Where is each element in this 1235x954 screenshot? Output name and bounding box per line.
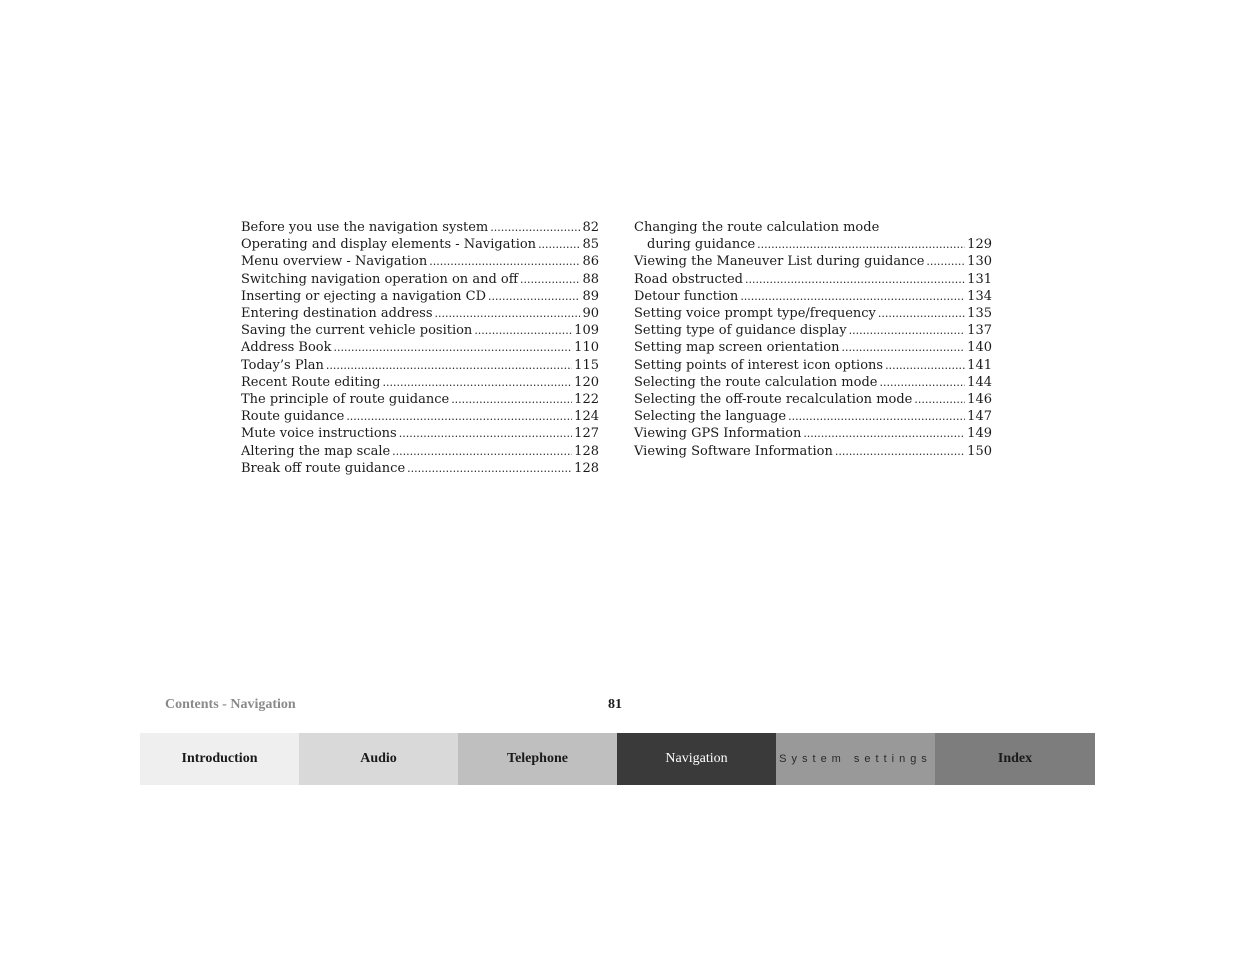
- toc-entry[interactable]: [634, 357, 992, 374]
- toc-entry-page: 130: [967, 254, 992, 270]
- toc-leader: [474, 322, 572, 339]
- footer-page-number: 81: [608, 697, 622, 712]
- toc-leader: [740, 288, 965, 305]
- tab-telephone[interactable]: Telephone: [458, 733, 617, 785]
- toc-entry-page: 147: [967, 409, 992, 425]
- toc-entry[interactable]: [241, 357, 599, 374]
- toc-leader: [879, 374, 965, 391]
- toc-entry[interactable]: [634, 443, 992, 460]
- toc-leader: [926, 253, 965, 270]
- toc-leader: [451, 391, 572, 408]
- toc-entry[interactable]: [634, 322, 992, 339]
- tab-introduction[interactable]: Introduction: [140, 733, 299, 785]
- toc-entry[interactable]: [241, 305, 599, 322]
- toc-entry-title: Mute voice instructions: [241, 426, 397, 442]
- toc-leader: [914, 391, 965, 408]
- toc-entry-title: Break off route guidance: [241, 460, 406, 476]
- toc-entry-title: Altering the map scale: [241, 443, 391, 459]
- toc-entry-title: Before you use the navigation system: [241, 220, 489, 235]
- toc-entry[interactable]: [241, 322, 599, 339]
- toc-entry-title: The principle of route guidance: [241, 392, 450, 408]
- toc-entry-page: 110: [574, 340, 599, 356]
- toc-entry[interactable]: [634, 339, 992, 356]
- toc-entry-page: 134: [967, 288, 992, 304]
- toc-entry-title: Setting points of interest icon options: [634, 357, 884, 373]
- toc-entry-title: Viewing Software Information: [634, 443, 833, 459]
- toc-entry[interactable]: [634, 288, 992, 305]
- tab-system-settings[interactable]: System settings: [776, 733, 935, 785]
- toc-entry-title: Selecting the route calculation mode: [634, 374, 878, 390]
- toc-leader: [490, 219, 580, 236]
- toc-entry-page: 131: [967, 271, 992, 287]
- toc-leader: [435, 305, 581, 322]
- toc-leader: [399, 425, 572, 442]
- toc-entry-page: 90: [582, 306, 599, 322]
- tab-index[interactable]: Index: [935, 733, 1095, 785]
- toc-entry-page: 149: [967, 426, 992, 442]
- toc-entry-page: 146: [967, 392, 992, 408]
- toc-leader: [382, 374, 572, 391]
- toc-leader: [788, 408, 965, 425]
- toc-leader: [334, 339, 573, 356]
- toc-entry-page: 140: [967, 340, 992, 356]
- toc-entry-page: 109: [574, 323, 599, 339]
- toc-entry-title: Setting map screen orientation: [634, 340, 840, 356]
- toc-entry[interactable]: [241, 271, 599, 288]
- toc-entry[interactable]: [241, 425, 599, 442]
- toc-entry-title: Address Book: [241, 340, 332, 356]
- toc-entry[interactable]: [241, 391, 599, 408]
- toc-entry-title: Route guidance: [241, 409, 345, 425]
- toc-leader: [346, 408, 572, 425]
- toc-entry[interactable]: [634, 374, 992, 391]
- toc-entry-title: during guidance: [647, 237, 756, 253]
- toc-leader: [429, 253, 580, 270]
- toc-entry-title: Today’s Plan: [241, 357, 324, 373]
- toc-leader: [835, 443, 965, 460]
- chapter-tab-bar: [140, 733, 1095, 785]
- toc-entry-page: 89: [582, 288, 599, 304]
- toc-leader: [849, 322, 966, 339]
- toc-leader: [488, 288, 580, 305]
- toc-entry-page: 135: [967, 306, 992, 322]
- toc-entry-title: Selecting the off-route recalculation mode: [634, 392, 913, 408]
- toc-entry-page: 120: [574, 374, 599, 390]
- toc-entry-page: 150: [967, 443, 992, 459]
- toc-leader: [803, 425, 965, 442]
- footer-section-title: Contents - Navigation: [165, 697, 296, 712]
- toc-entry[interactable]: [241, 374, 599, 391]
- toc-entry-page: 115: [574, 357, 599, 373]
- toc-leader: [520, 271, 580, 288]
- toc-right-column: [634, 219, 992, 460]
- toc-entry-page: 141: [967, 357, 992, 373]
- toc-entry[interactable]: [241, 253, 599, 270]
- toc-entry-page: 128: [574, 460, 599, 476]
- toc-left-column: [241, 219, 599, 477]
- toc-entry-page: 88: [582, 271, 599, 287]
- toc-leader: [392, 443, 572, 460]
- toc-entry[interactable]: [241, 460, 599, 477]
- toc-entry[interactable]: [634, 425, 992, 442]
- toc-entry-page: 85: [582, 237, 599, 253]
- toc-leader: [538, 236, 580, 253]
- toc-leader: [326, 357, 572, 374]
- toc-entry-page: 124: [574, 409, 599, 425]
- toc-entry[interactable]: [634, 236, 992, 253]
- toc-entry-heading[interactable]: Changing the route calculation mode: [634, 220, 880, 235]
- toc-entry-title: Viewing the Maneuver List during guidance: [634, 254, 925, 270]
- toc-entry[interactable]: [241, 408, 599, 425]
- toc-entry-title: Recent Route editing: [241, 374, 381, 390]
- tab-navigation[interactable]: Navigation: [617, 733, 776, 785]
- toc-entry[interactable]: [241, 288, 599, 305]
- toc-entry-title: Detour function: [634, 288, 739, 304]
- toc-entry-page: 86: [582, 254, 599, 270]
- toc-leader: [841, 339, 965, 356]
- toc-entry[interactable]: [241, 443, 599, 460]
- toc-entry-title: Saving the current vehicle position: [241, 323, 473, 339]
- toc-entry[interactable]: [241, 339, 599, 356]
- toc-entry[interactable]: [241, 219, 599, 236]
- toc-leader: [745, 271, 965, 288]
- toc-leader: [757, 236, 965, 253]
- toc-entry-title: Setting type of guidance display: [634, 323, 847, 339]
- toc-entry[interactable]: [634, 391, 992, 408]
- toc-entry[interactable]: [634, 253, 992, 270]
- toc-entry-title: Entering destination address: [241, 306, 433, 322]
- toc-entry-page: 82: [582, 220, 599, 235]
- toc-entry[interactable]: [634, 305, 992, 322]
- toc-entry-title: Selecting the language: [634, 409, 787, 425]
- toc-entry-page: 122: [574, 392, 599, 408]
- toc-entry[interactable]: [241, 236, 599, 253]
- tab-audio[interactable]: Audio: [299, 733, 458, 785]
- toc-entry-title: Menu overview - Navigation: [241, 254, 428, 270]
- toc-entry[interactable]: [634, 408, 992, 425]
- toc-entry-page: 128: [574, 443, 599, 459]
- toc-entry-page: 127: [574, 426, 599, 442]
- toc-entry-title: Inserting or ejecting a navigation CD: [241, 288, 487, 304]
- toc-entry-title: Setting voice prompt type/frequency: [634, 306, 876, 322]
- toc-leader: [885, 357, 965, 374]
- toc-entry-title: Switching navigation operation on and off: [241, 271, 518, 287]
- toc-leader: [878, 305, 965, 322]
- toc-entry-title: Viewing GPS Information: [634, 426, 802, 442]
- toc-entry-page: 144: [967, 374, 992, 390]
- toc-leader: [407, 460, 572, 477]
- toc-entry-title: Road obstructed: [634, 271, 743, 287]
- toc-entry-title: Operating and display elements - Navigation: [241, 237, 537, 253]
- toc-entry-page: 129: [967, 237, 992, 253]
- toc-entry[interactable]: [634, 271, 992, 288]
- toc-entry-page: 137: [967, 323, 992, 339]
